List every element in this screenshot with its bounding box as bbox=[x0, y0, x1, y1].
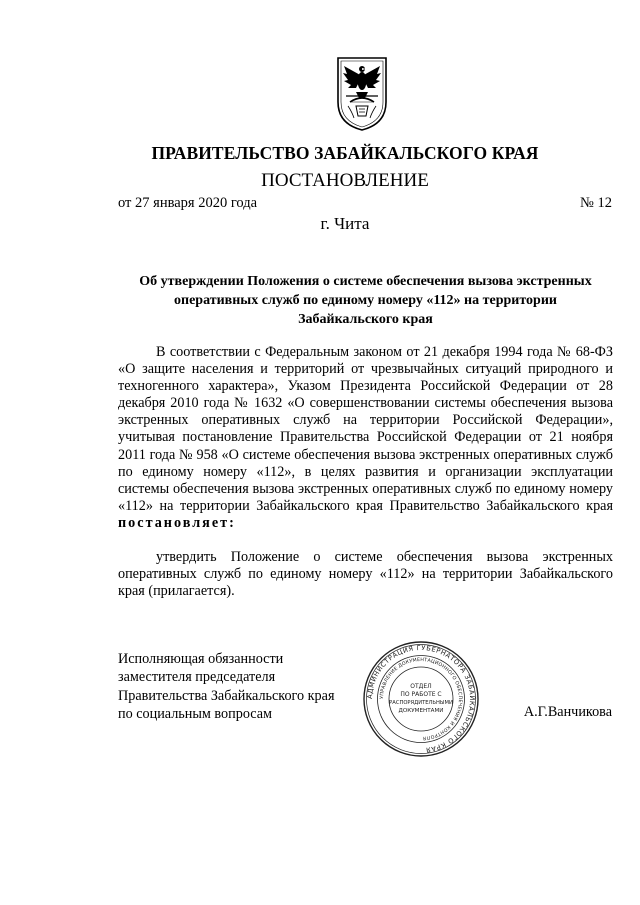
signer-name: А.Г.Ванчикова bbox=[523, 704, 612, 720]
seal-center-line: ПО РАБОТЕ С bbox=[400, 691, 442, 698]
seal-center-line: ДОКУМЕНТАМИ bbox=[398, 708, 444, 714]
preamble-paragraph bbox=[118, 344, 613, 532]
signer-position-line: Исполняющая обязанности bbox=[118, 651, 284, 667]
document-date: от 27 января 2020 года bbox=[118, 195, 258, 211]
signer-position-line: Правительства Забайкальского края bbox=[118, 687, 335, 704]
svg-text:УПРАВЛЕНИЕ ДОКУМЕНТАЦИОННОГО О bbox=[379, 657, 463, 741]
subject-line: Об утверждении Положения о системе обеспечения вызова экстренных bbox=[139, 274, 592, 289]
seal-center-line: РАСПОРЯДИТЕЛЬНЫМИ bbox=[389, 700, 453, 706]
government-title: ПРАВИТЕЛЬСТВО ЗАБАЙКАЛЬСКОГО КРАЯ bbox=[151, 143, 539, 163]
document-number: № 12 bbox=[580, 195, 612, 211]
seal-outer-text: АДМИНИСТРАЦИЯ ГУБЕРНАТОРА ЗАБАЙКАЛЬСКОГО КРАЯ bbox=[365, 643, 477, 754]
subject-line: Забайкальского края bbox=[298, 312, 433, 327]
decree-word: постановляет: bbox=[118, 514, 236, 531]
coat-of-arms-eagle-icon bbox=[332, 54, 392, 132]
signer-position bbox=[118, 650, 334, 723]
signer-position-line: заместителя председателя bbox=[118, 669, 276, 686]
document-city: г. Чита bbox=[320, 214, 370, 233]
document-subject bbox=[118, 272, 613, 329]
preamble-text: В соответствии с Федеральным законом от 21 декабря 1994 года № 68-ФЗ «О защите населения и территорий от чрезвычайных ситуаций природного и техногенного характера», Указом Президента Российской Федерации от 28 декабря 2010 года № 1632 «О совершенствовании системы обеспечения вызова экстренных оперативных служб на территории Российской Федерации», учитывая постановление Правительства Российской Федерации от 21 ноября 2011 года № 958 «О системе обеспечения вызова экстренных оперативных служб по единому номеру «112», в целях развития и организации эксплуатации системы обеспечения вызова экстренных оперативных служб по единому номеру «112» на территории Забайкальского края Правительство Забайкальского края bbox=[118, 344, 613, 514]
signer-position-line: по социальным вопросам bbox=[118, 705, 273, 722]
seal-center-line: ОТДЕЛ bbox=[410, 683, 432, 690]
document-type: ПОСТАНОВЛЕНИЕ bbox=[261, 170, 429, 191]
resolution-paragraph: утвердить Положение о системе обеспечения вызова экстренных оперативных служб по единому номеру «112» на территории Забайкальского края (прилагается). bbox=[118, 549, 613, 600]
subject-line: оперативных служб по единому номеру «112» на территории bbox=[174, 293, 557, 308]
official-seal-stamp bbox=[362, 640, 480, 758]
seal-inner-text: УПРАВЛЕНИЕ ДОКУМЕНТАЦИОННОГО ОБЕСПЕЧЕНИЯ И КОНТРОЛЯ bbox=[379, 657, 463, 740]
